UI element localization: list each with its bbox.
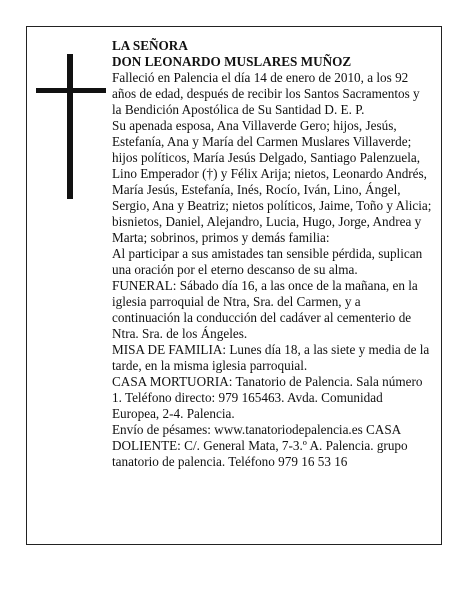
- cross-vertical-bar: [67, 54, 73, 199]
- family-mass-details: MISA DE FAMILIA: Lunes día 18, a las siete y media de la tarde, en la misma iglesia parroquial.: [112, 342, 430, 373]
- latin-cross-icon: [36, 54, 106, 199]
- death-announcement: Falleció en Palencia el día 14 de enero de 2010, a los 92 años de edad, después de recibir los Santos Sacramentos y la Bendición Apostólica de Su Santidad D. E. P.: [112, 70, 420, 117]
- prayer-request: Al participar a sus amistades tan sensible pérdida, suplican una oración por el eterno descanso de su alma.: [112, 246, 423, 277]
- cross-horizontal-bar: [36, 88, 106, 93]
- funeral-details: FUNERAL: Sábado día 16, a las once de la mañana, en la iglesia parroquial de Ntra, Sra. del Carmen, y a continuación la conducción del cadáver al cementerio de Ntra. Sra. de los Ángeles.: [112, 278, 418, 341]
- mortuary-details: CASA MORTUORIA: Tanatorio de Palencia. Sala número 1. Teléfono directo: 979 165463. Avda. Comunidad Europea, 2-4. Palencia.: [112, 374, 423, 421]
- obituary-content: [112, 38, 432, 470]
- title-line-2: DON LEONARDO MUSLARES MUÑOZ: [112, 54, 352, 69]
- title-line-1: LA SEÑORA: [112, 38, 188, 53]
- condolences-details: Envío de pésames: www.tanatoriodepalencia.es CASA DOLIENTE: C/. General Mata, 7-3.º A. Palencia. grupo tanatorio de palencia. Teléfono 979 16 53 16: [112, 422, 408, 469]
- family-list: Su apenada esposa, Ana Villaverde Gero; hijos, Jesús, Estefanía, Ana y María del Carmen Muslares Villaverde; hijos políticos, María Jesús Delgado, Santiago Palenzuela, Lino Emperador (†) y Félix Arija; nietos, Leonardo Andrés, María Jesús, Estefanía, Inés, Rocío, Iván, Lino, Ángel, Sergio, Ana y Beatriz; nietos políticos, Jaime, Toño y Alicia; bisnietos, Daniel, Alejandro, Lucia, Hugo, Jorge, Andrea y Marta; sobrinos, primos y demás familia:: [112, 118, 432, 245]
